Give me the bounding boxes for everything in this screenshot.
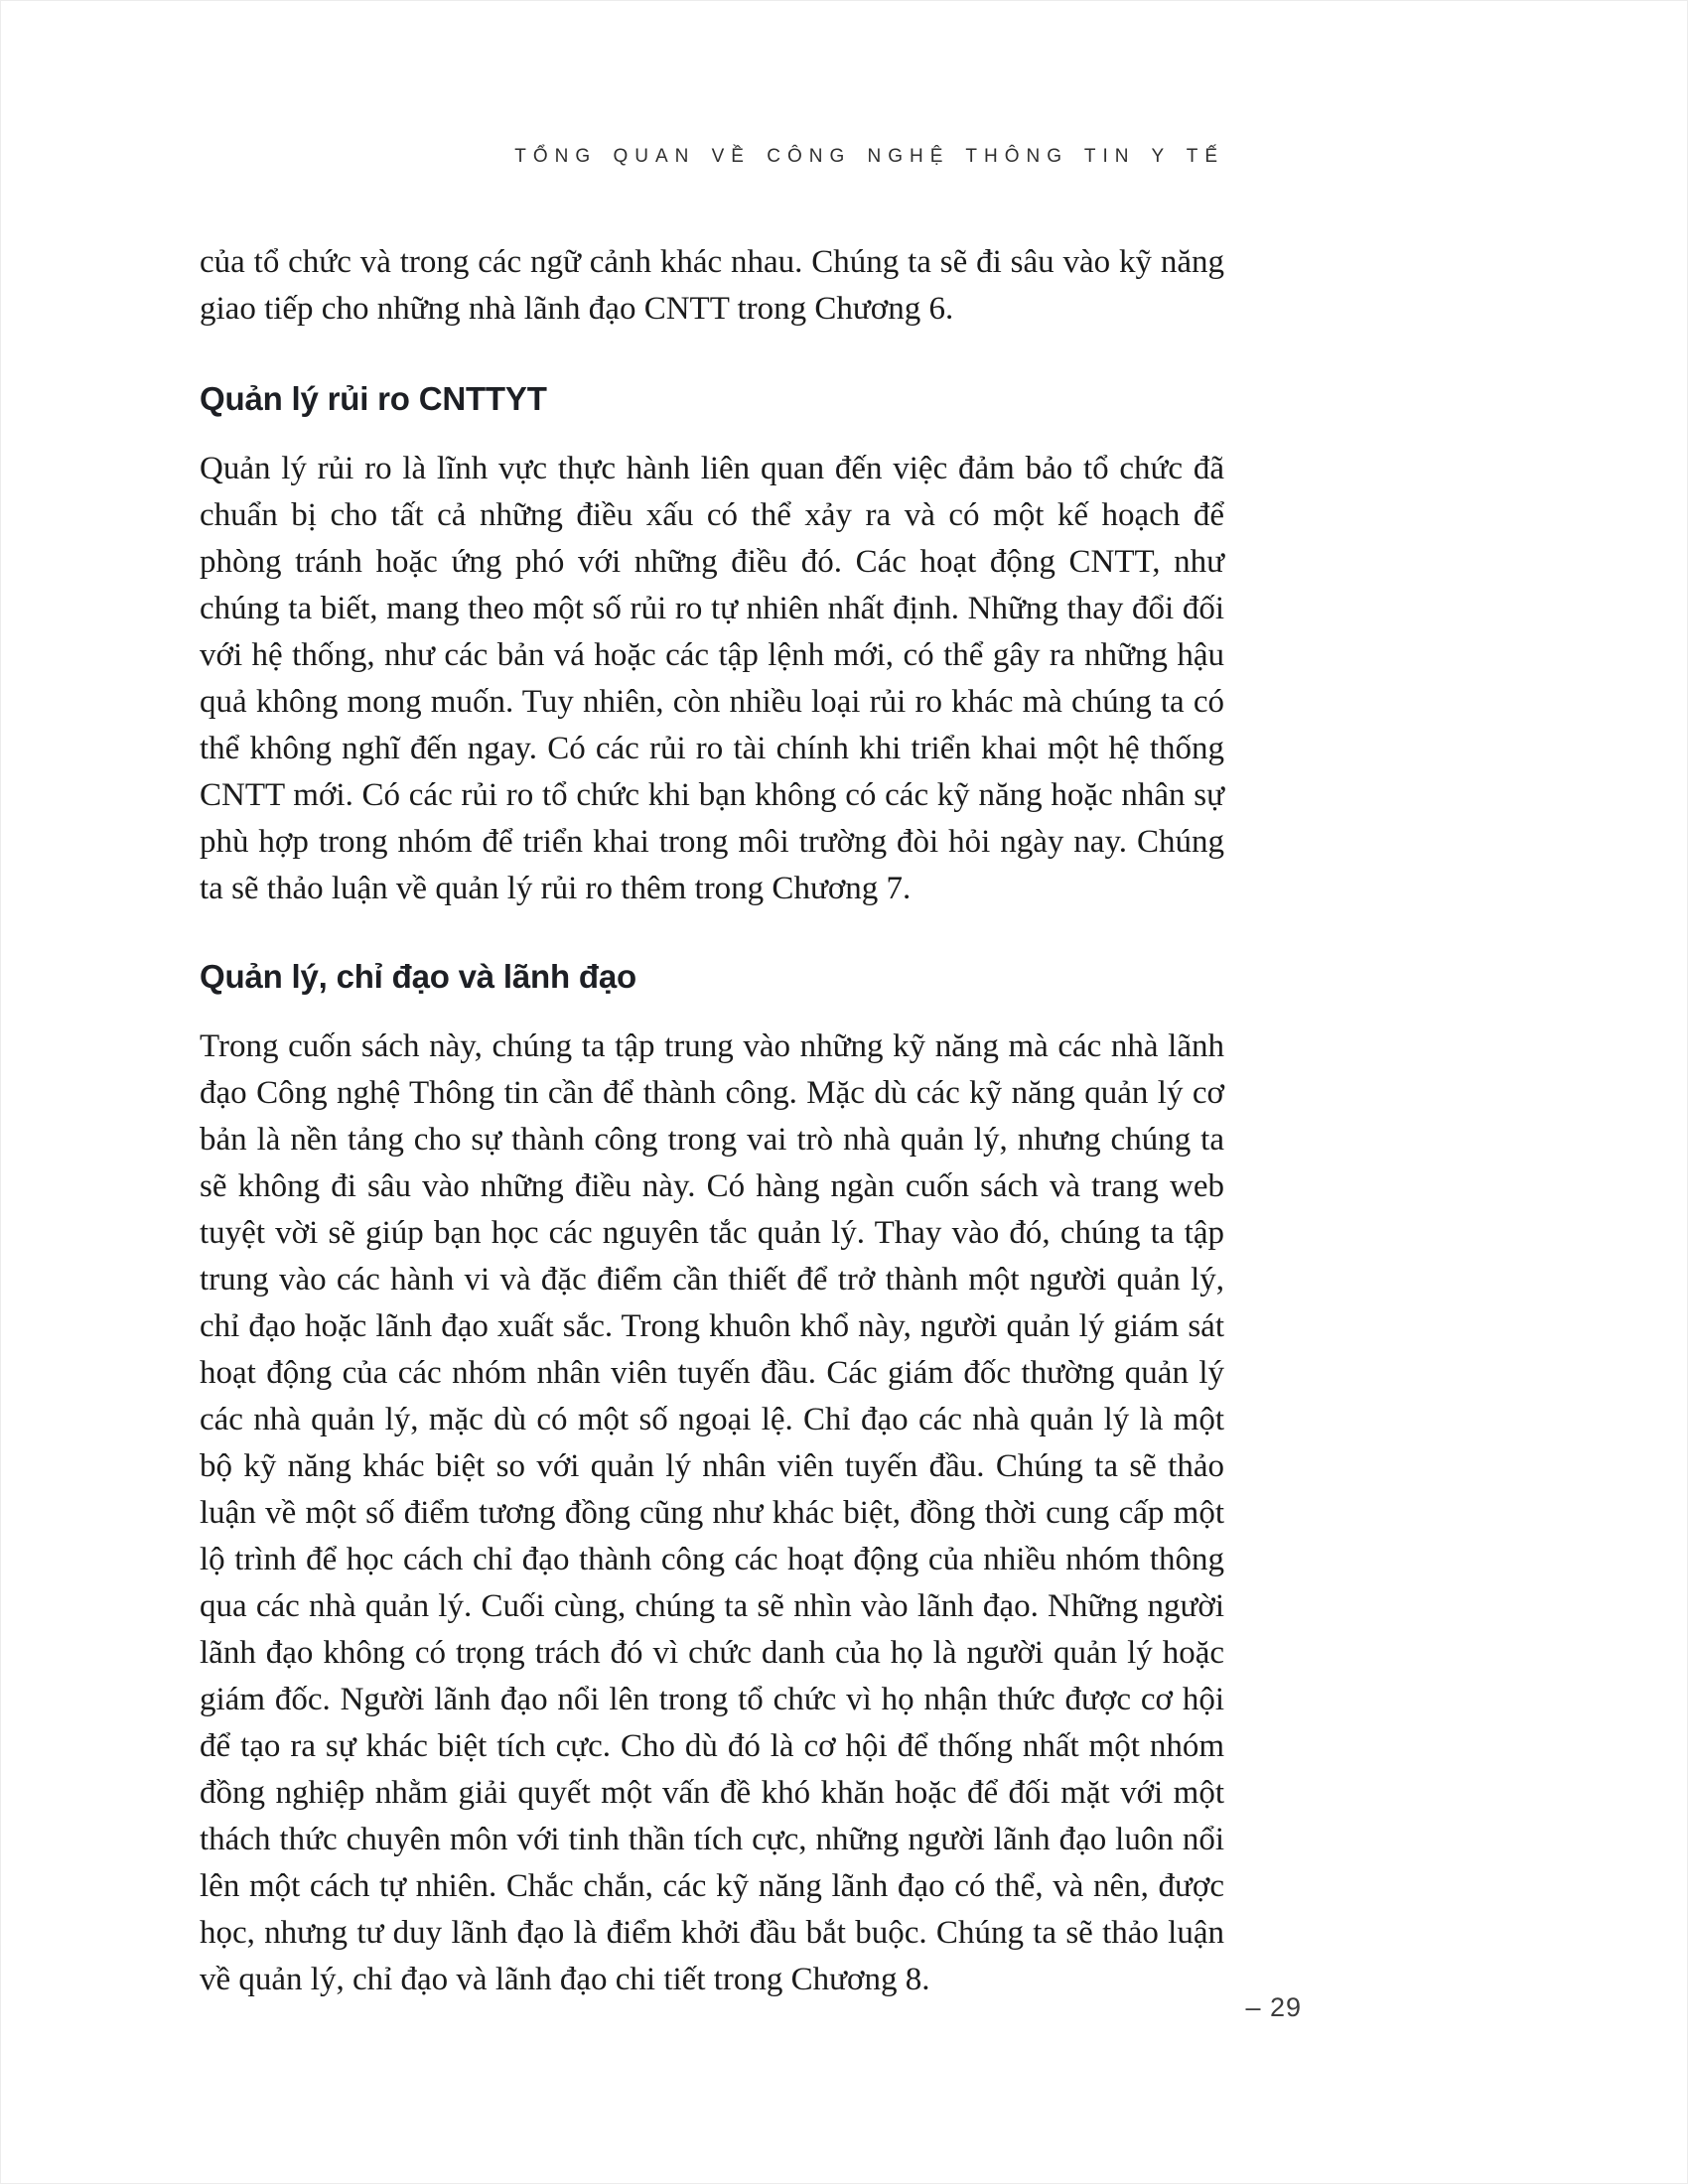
running-header: TỔNG QUAN VỀ CÔNG NGHỆ THÔNG TIN Y TẾ [514, 146, 1224, 167]
intro-paragraph: của tổ chức và trong các ngữ cảnh khác nhau. Chúng ta sẽ đi sâu vào kỹ năng giao tiếp cho những nhà lãnh đạo CNTT trong Chương 6. [200, 244, 1224, 327]
section-heading-risk-management: Quản lý rủi ro CNTTYT [200, 380, 547, 417]
section-paragraph-risk-management: Quản lý rủi ro là lĩnh vực thực hành liên quan đến việc đảm bảo tổ chức đã chuẩn bị cho tất cả những điều xấu có thể xảy ra và có một kế hoạch để phòng tránh hoặc ứng phó với những điều đó. Các hoạt động CNTT, như chúng ta biết, mang theo một số rủi ro tự nhiên nhất định. Những thay đổi đối với hệ thống, như các bản vá hoặc các tập lệnh mới, có thể gây ra những hậu quả không mong muốn. Tuy nhiên, còn nhiều loại rủi ro khác mà chúng ta có thể không nghĩ đến ngay. Có các rủi ro tài chính khi triển khai một hệ thống CNTT mới. Có các rủi ro tổ chức khi bạn không có các kỹ năng hoặc nhân sự phù hợp trong nhóm để triển khai trong môi trường đòi hỏi ngày nay. Chúng ta sẽ thảo luận về quản lý rủi ro thêm trong Chương 7. [200, 451, 1224, 906]
page-number: – 29 [1245, 1992, 1302, 2022]
section-paragraph-manage-direct-lead: Trong cuốn sách này, chúng ta tập trung vào những kỹ năng mà các nhà lãnh đạo Công nghệ Thông tin cần để thành công. Mặc dù các kỹ năng quản lý cơ bản là nền tảng cho sự thành công trong vai trò nhà quản lý, nhưng chúng ta sẽ không đi sâu vào những điều này. Có hàng ngàn cuốn sách và trang web tuyệt vời sẽ giúp bạn học các nguyên tắc quản lý. Thay vào đó, chúng ta tập trung vào các hành vi và đặc điểm cần thiết để trở thành một người quản lý, chỉ đạo hoặc lãnh đạo xuất sắc. Trong khuôn khổ này, người quản lý giám sát hoạt động của các nhóm nhân viên tuyến đầu. Các giám đốc thường quản lý các nhà quản lý, mặc dù có một số ngoại lệ. Chỉ đạo các nhà quản lý là một bộ kỹ năng khác biệt so với quản lý nhân viên tuyến đầu. Chúng ta sẽ thảo luận về một số điểm tương đồng cũng như khác biệt, đồng thời cung cấp một lộ trình để học cách chỉ đạo thành công các hoạt động của nhiều nhóm thông qua các nhà quản lý. Cuối cùng, chúng ta sẽ nhìn vào lãnh đạo. Những người lãnh đạo không có trọng trách đó vì chức danh của họ là người quản lý hoặc giám đốc. Người lãnh đạo nổi lên trong tổ chức vì họ nhận thức được cơ hội để tạo ra sự khác biệt tích cực. Cho dù đó là cơ hội để thống nhất một nhóm đồng nghiệp nhằm giải quyết một vấn đề khó khăn hoặc để đối mặt với một thách thức chuyên môn với tinh thần tích cực, những người lãnh đạo luôn nổi lên một cách tự nhiên. Chắc chắn, các kỹ năng lãnh đạo có thể, và nên, được học, nhưng tư duy lãnh đạo là điểm khởi đầu bắt buộc. Chúng ta sẽ thảo luận về quản lý, chỉ đạo và lãnh đạo chi tiết trong Chương 8. [200, 1028, 1224, 1997]
section-heading-manage-direct-lead: Quản lý, chỉ đạo và lãnh đạo [200, 958, 636, 995]
page-content [200, 239, 1224, 2003]
